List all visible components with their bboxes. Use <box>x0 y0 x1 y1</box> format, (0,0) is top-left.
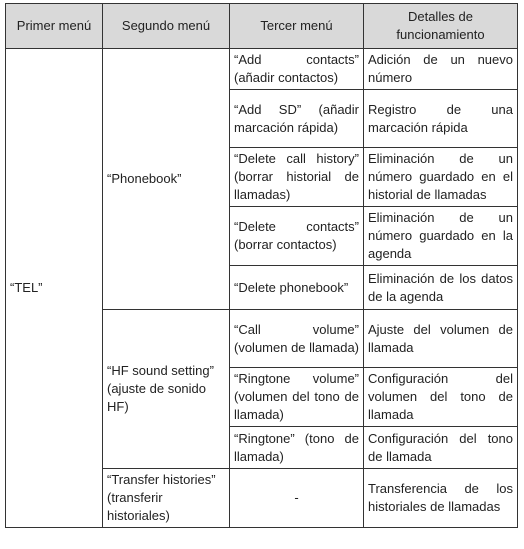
cell-details-text: Eliminación de los datos de la agenda <box>368 270 513 304</box>
cell-details-text: Configuración del tono de llamada <box>368 430 513 464</box>
cell-third <box>230 266 364 310</box>
cell-details <box>364 266 518 310</box>
cell-third-text: “Ringtone volume” (volumen del tono de llamada) <box>234 371 359 422</box>
cell-details-text: Configuración del volumen del tono de llamada <box>368 371 513 422</box>
cell-transfer: “Transfer histories” (transferir historiales) <box>103 469 230 528</box>
cell-third <box>230 207 364 266</box>
menu-table <box>5 3 518 528</box>
cell-third-text: “Delete contacts” (borrar contactos) <box>234 219 359 252</box>
cell-third <box>230 49 364 90</box>
cell-details-text: Adición de un nuevo número <box>368 52 513 85</box>
cell-details-text: Registro de una marcación rápida <box>368 101 513 135</box>
cell-details <box>364 427 518 469</box>
cell-details-text: Ajuste del volumen de llamada <box>368 321 513 355</box>
header-tercer-menu: Tercer menú <box>230 4 364 49</box>
cell-details <box>364 368 518 427</box>
cell-tel: “TEL” <box>6 49 103 528</box>
cell-details <box>364 310 518 368</box>
cell-third-text: “Add contacts” (añadir contactos) <box>234 52 359 85</box>
cell-third-dash: - <box>230 469 364 528</box>
cell-details-text: Eliminación de un número guardado en la agenda <box>368 210 513 261</box>
header-detalles: Detalles de funcionamiento <box>364 4 518 49</box>
cell-details-text: Transferencia de los historiales de llamadas <box>368 481 513 514</box>
cell-third-text: “Delete call history” (borrar historial de llamadas) <box>234 151 359 202</box>
cell-third-text: “Delete phonebook” <box>234 279 349 295</box>
cell-third-text: “Ringtone” (tono de llamada) <box>234 430 359 464</box>
header-segundo-menu: Segundo menú <box>103 4 230 49</box>
cell-third <box>230 427 364 469</box>
header-primer-menu: Primer menú <box>6 4 103 49</box>
cell-phonebook: “Phonebook” <box>103 49 230 310</box>
cell-third <box>230 148 364 207</box>
cell-details <box>364 207 518 266</box>
cell-third <box>230 310 364 368</box>
cell-details <box>364 148 518 207</box>
cell-third <box>230 368 364 427</box>
table-row <box>6 49 518 90</box>
cell-third-text: “Add SD” (añadir marcación rápida) <box>234 101 359 135</box>
cell-third-text: “Call volume” (volumen de llamada) <box>234 321 360 355</box>
cell-details-text: Eliminación de un número guardado en el historial de llamadas <box>368 151 513 202</box>
cell-details <box>364 90 518 148</box>
cell-details <box>364 49 518 90</box>
cell-details <box>364 469 518 528</box>
cell-hf-sound: “HF sound setting” (ajuste de sonido HF) <box>103 310 230 469</box>
cell-third <box>230 90 364 148</box>
header-row <box>6 4 518 49</box>
